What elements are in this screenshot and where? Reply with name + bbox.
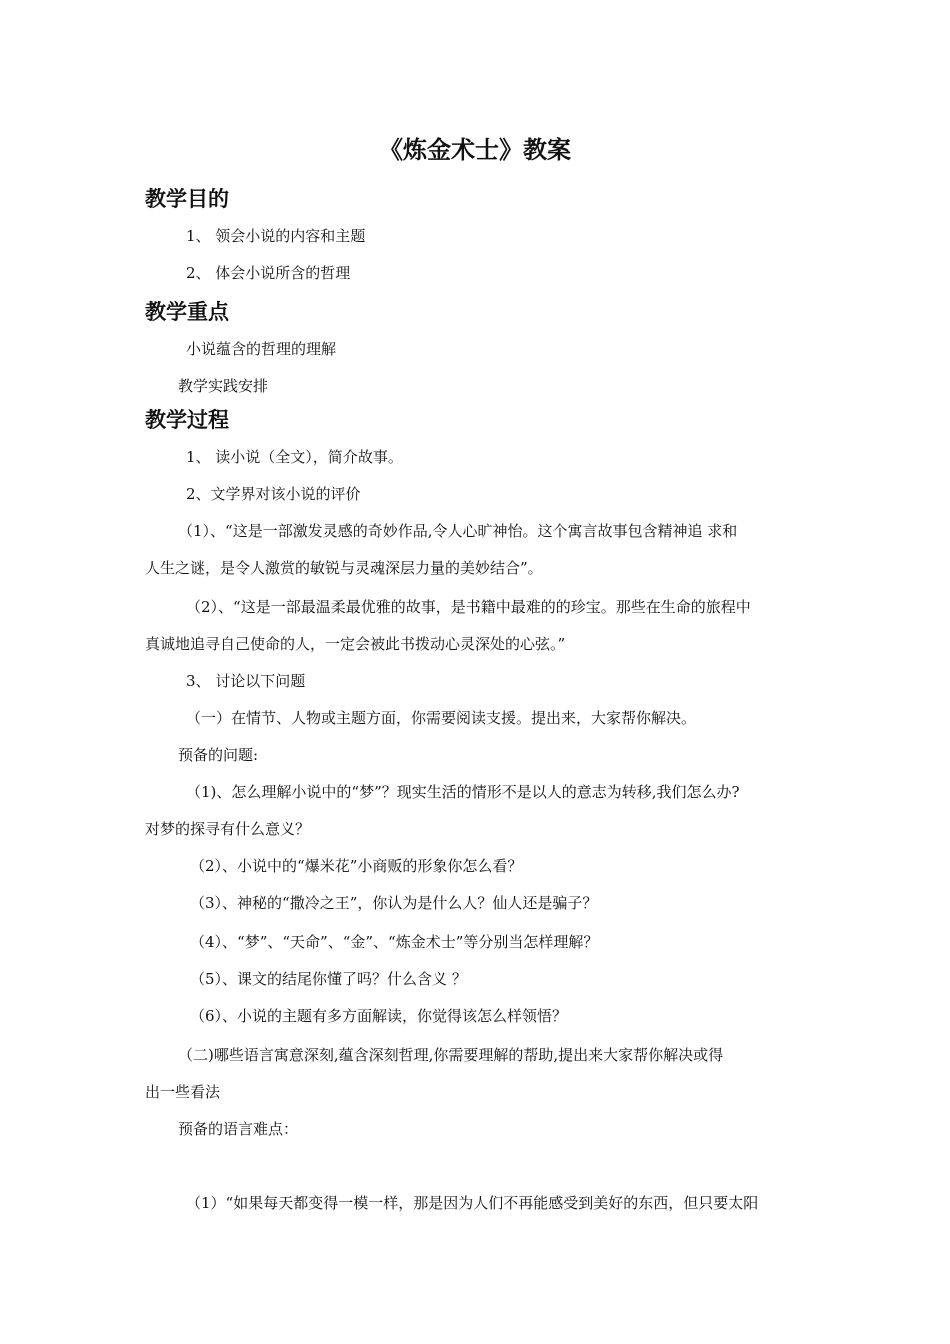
prep-questions-label: 预备的问题: bbox=[178, 746, 259, 764]
objective-item-2: 2、 体会小说所含的哲理 bbox=[186, 264, 351, 282]
objective-item-1: 1、 领会小说的内容和主题 bbox=[186, 227, 366, 245]
review-2-line-1: （2）、“这是一部最温柔最优雅的故事，是书籍中最难的的珍宝。那些在生命的旅程中 bbox=[186, 598, 751, 616]
prep-language-label: 预备的语言难点： bbox=[178, 1120, 299, 1138]
question-3: （3）、神秘的“撒冷之王”，你认为是什么人？仙人还是骗子？ bbox=[190, 894, 598, 912]
discussion-part-2-line-1: （二)哪些语言寓意深刻,蕴含深刻哲理,你需要理解的帮助,提出来大家帮你解决或得 bbox=[178, 1046, 724, 1064]
focus-line-2: 教学实践安排 bbox=[178, 377, 269, 395]
question-5: （5）、课文的结尾你懂了吗？什么含义 ？ bbox=[190, 970, 467, 988]
discussion-part-2-line-2: 出一些看法 bbox=[145, 1083, 221, 1101]
discussion-part-1: （一）在情节、人物或主题方面，你需要阅读支援。提出来，大家帮你解决。 bbox=[186, 709, 697, 727]
process-step-2: 2、文学界对该小说的评价 bbox=[186, 485, 361, 503]
heading-focus: 教学重点 bbox=[145, 300, 229, 324]
question-4: （4）、“梦”、“天命”、“金”、“炼金术士”等分别当怎样理解？ bbox=[190, 933, 599, 951]
language-difficulty-1: （1）“如果每天都变得一模一样，那是因为人们不再能感受到美好的东西，但只要太阳 bbox=[186, 1194, 759, 1212]
question-2: （2）、小说中的“爆米花”小商贩的形象你怎么看？ bbox=[190, 857, 523, 875]
review-1-line-1: （1）、“这是一部激发灵感的奇妙作品,令人心旷神怡。这个寓言故事包含精神追 求和 bbox=[178, 522, 738, 540]
process-step-3: 3、 讨论以下问题 bbox=[186, 672, 306, 690]
question-1-line-1: （1)、怎么理解小说中的“梦”？现实生活的情形不是以人的意志为转移,我们怎么办? bbox=[186, 783, 740, 801]
document-title: 《炼金术士》教案 bbox=[379, 136, 571, 164]
focus-line-1: 小说蕴含的哲理的理解 bbox=[186, 340, 337, 358]
question-6: （6）、小说的主题有多方面解读，你觉得该怎么样领悟？ bbox=[190, 1007, 568, 1025]
process-step-1: 1、 读小说（全文），简介故事。 bbox=[186, 448, 403, 466]
heading-process: 教学过程 bbox=[145, 408, 229, 432]
review-2-line-2: 真诚地追寻自己使命的人，一定会被此书拨动心灵深处的心弦。” bbox=[145, 635, 566, 653]
question-1-line-2: 对梦的探寻有什么意义？ bbox=[145, 820, 311, 838]
review-1-line-2: 人生之谜，是令人激赏的敏锐与灵魂深层力量的美妙结合”。 bbox=[145, 559, 543, 577]
heading-objectives: 教学目的 bbox=[145, 187, 229, 211]
